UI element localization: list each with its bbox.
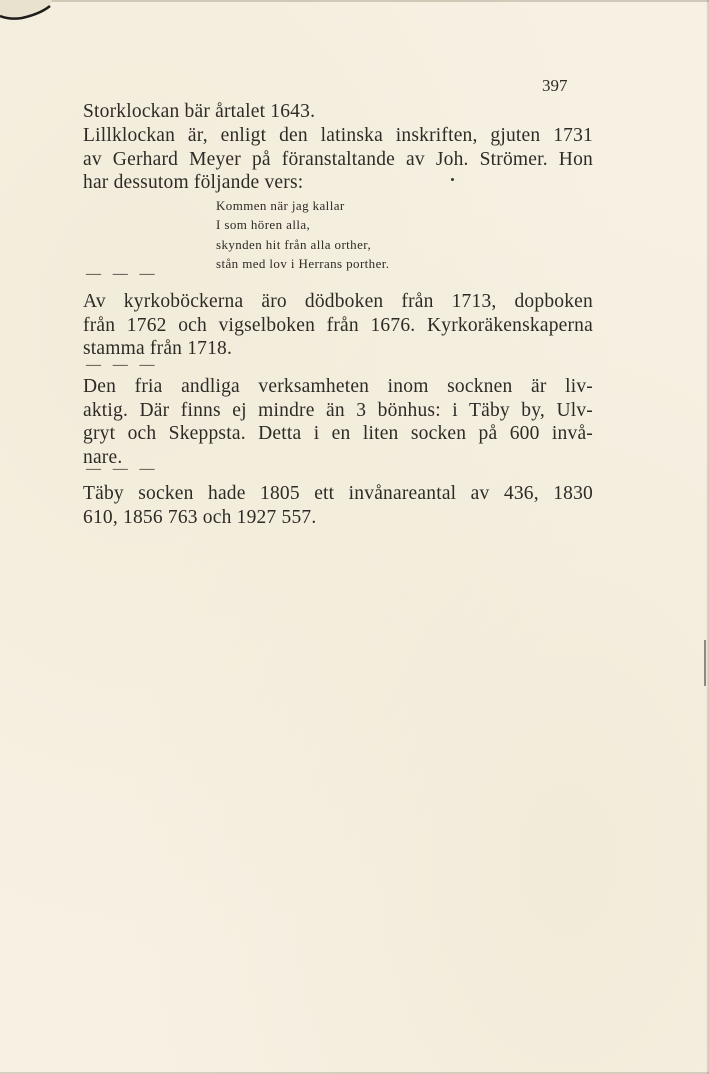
- verse-line: Kommen när jag kallar: [216, 198, 345, 213]
- text-line: Av kyrkoböckerna äro dödboken från 1713, dopboken: [83, 291, 593, 312]
- paragraph-storklockan: [83, 100, 593, 124]
- paragraph-invanareantal: [83, 482, 593, 529]
- page-number: 397: [542, 76, 568, 95]
- text-line: aktig. Där finns ej mindre än 3 bönhus: i Täby by, Ulv-: [83, 399, 593, 421]
- verse-line: skynden hit från alla orther,: [216, 236, 372, 252]
- text-line: stamma från 1718.: [83, 338, 233, 359]
- verse-line: stån med lov i Herrans porther.: [216, 255, 390, 271]
- paragraph-lillklockan: [83, 124, 593, 195]
- text-line: har dessutom följande vers:: [83, 172, 304, 193]
- text-line: från 1762 och vigselboken från 1676. Kyrkoräkenskaperna: [83, 314, 593, 336]
- text-line: Storklockan bär årtalet 1643.: [83, 101, 316, 122]
- text-line: Lillklockan är, enligt den latinska inskriften, gjuten 1731: [83, 125, 593, 146]
- bell-verse: [216, 196, 389, 273]
- paragraph-kyrkobockerna: [83, 290, 593, 361]
- text-line: Täby socken hade 1805 ett invånareantal av 436, 1830: [83, 483, 593, 504]
- text-line: av Gerhard Meyer på föranstaltande av Joh. Strömer. Hon: [83, 148, 593, 170]
- margin-mark: [704, 640, 706, 686]
- section-separator: — — —: [86, 461, 159, 477]
- text-line: 610, 1856 763 och 1927 557.: [83, 506, 317, 528]
- torn-corner-mark: [0, 0, 52, 24]
- ink-speck: [451, 178, 454, 181]
- paragraph-verksamheten: [83, 375, 593, 469]
- verse-line: I som hören alla,: [216, 217, 311, 233]
- text-line: Den fria andliga verksamheten inom socknen är liv-: [83, 376, 593, 397]
- section-separator: — — —: [86, 357, 159, 373]
- section-separator: — — —: [86, 266, 159, 282]
- page-edge-top: [0, 0, 709, 2]
- text-line: nare.: [83, 446, 123, 468]
- text-line: gryt och Skeppsta. Detta i en liten socken på 600 invå-: [83, 423, 593, 444]
